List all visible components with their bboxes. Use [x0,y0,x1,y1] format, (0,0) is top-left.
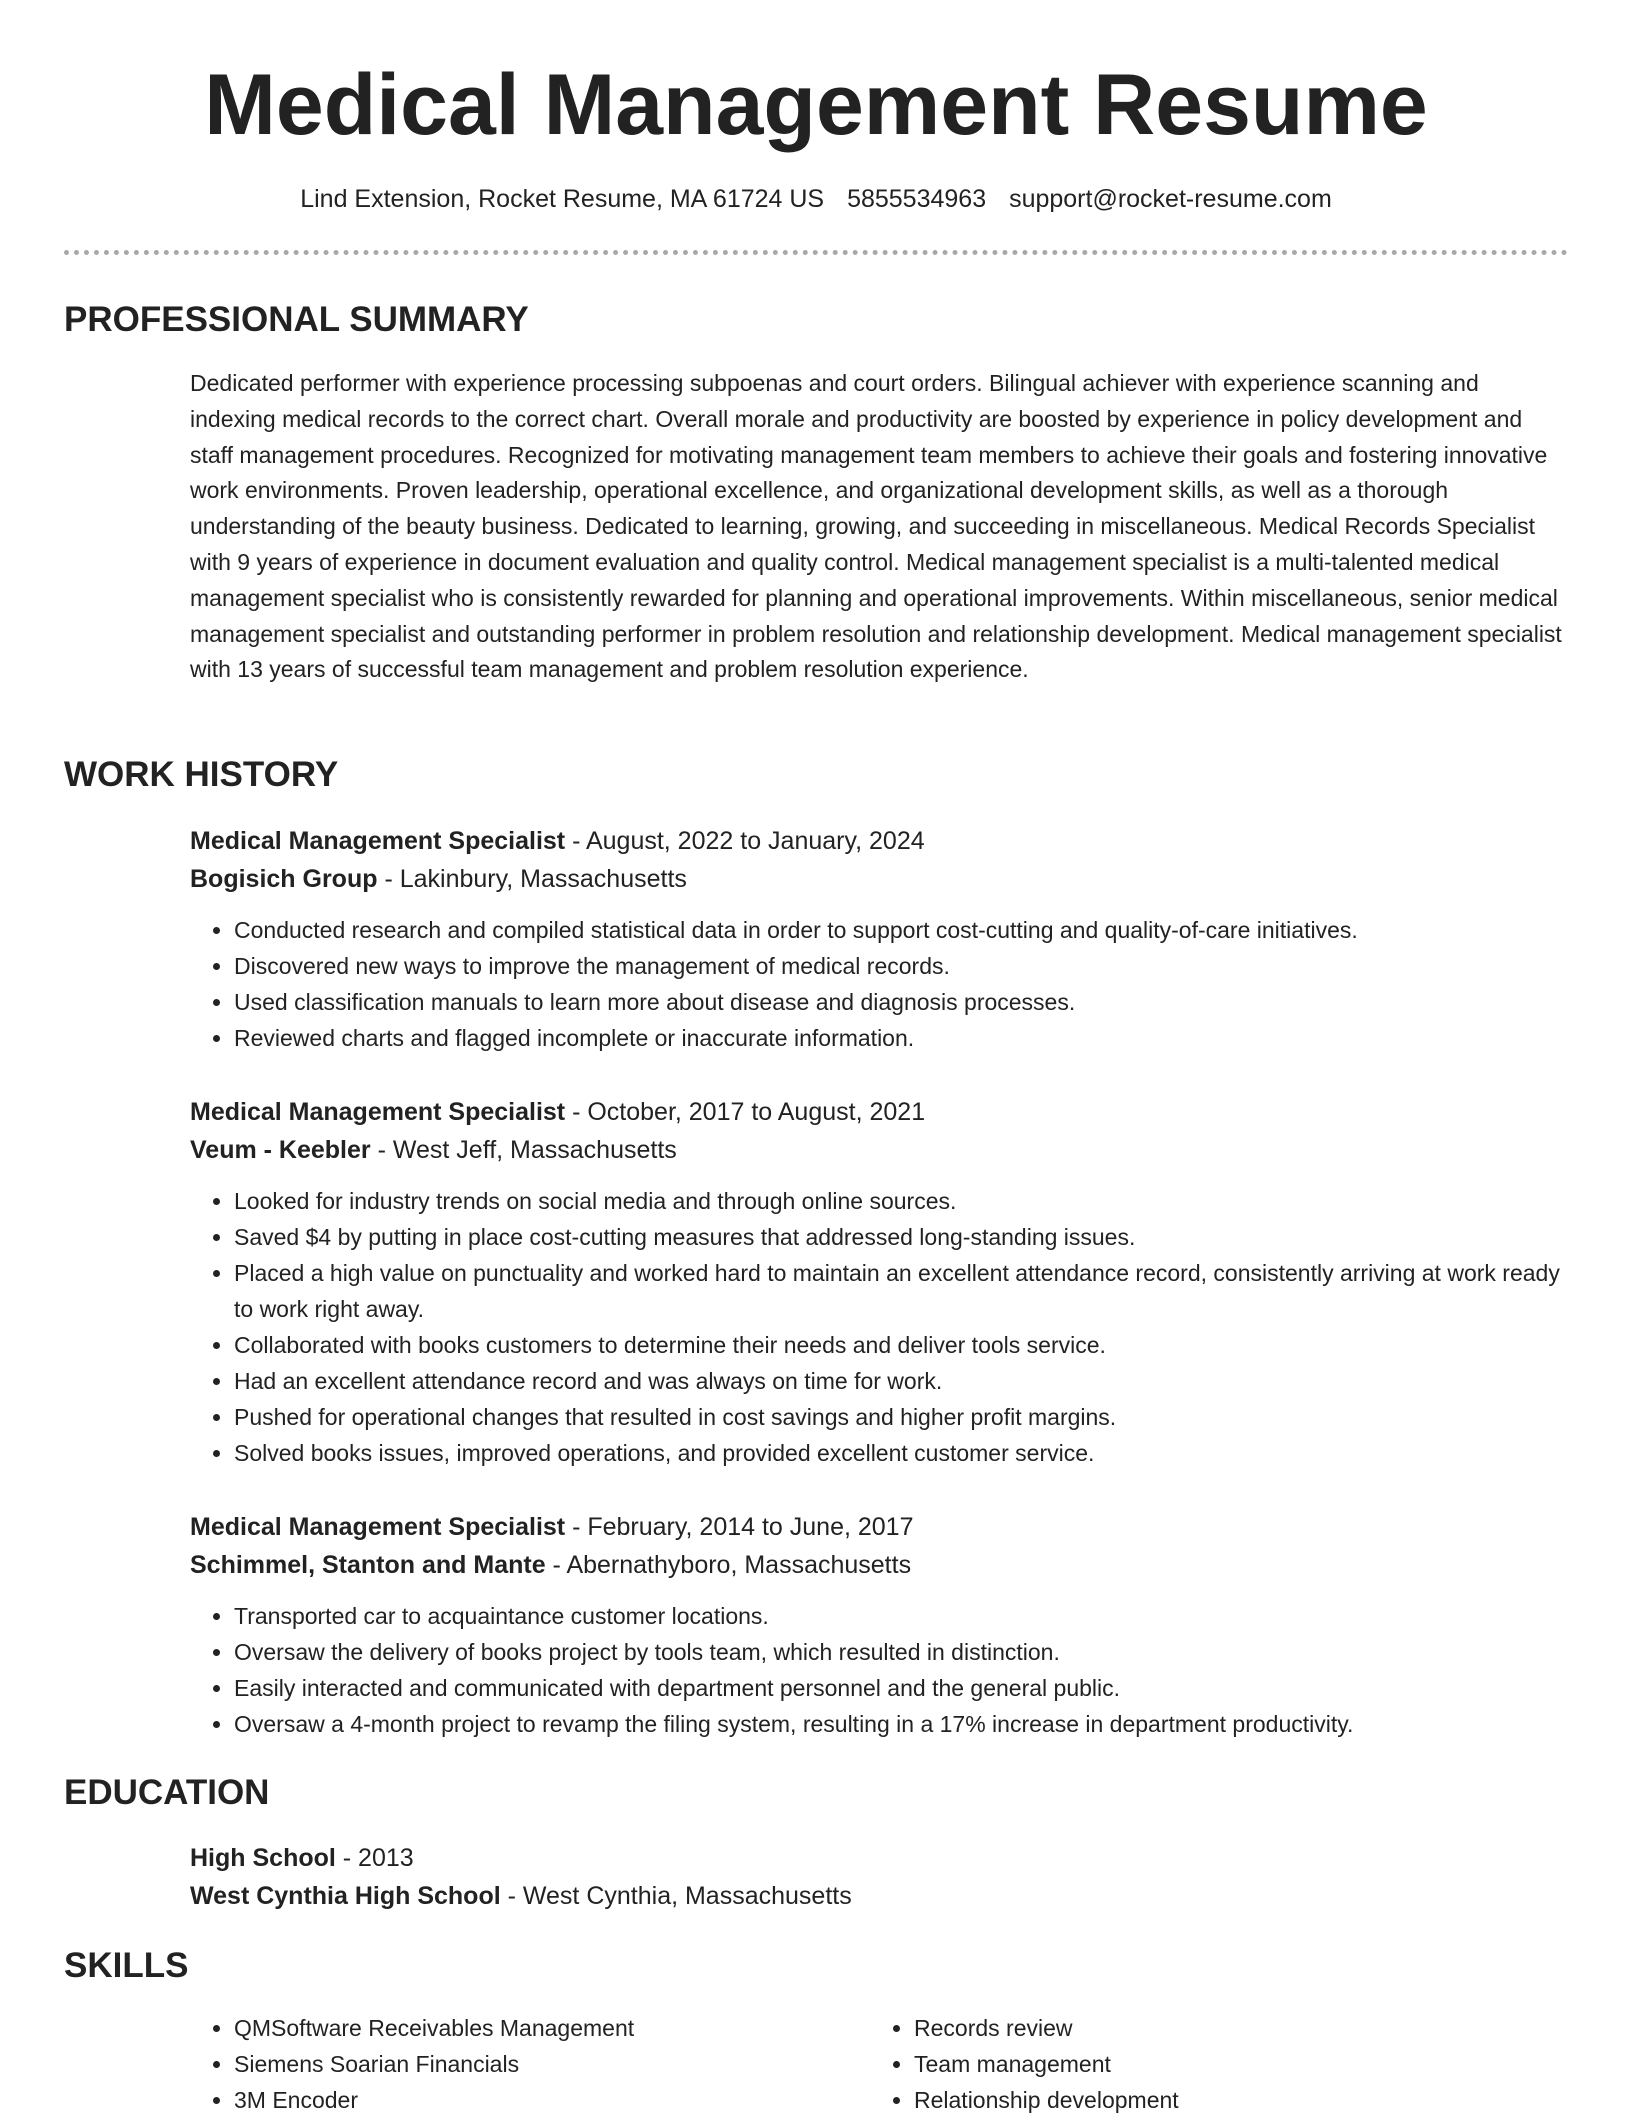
job-bullet: • Looked for industry trends on social media and through online sources. [234,1183,1570,1219]
summary-text: Dedicated performer with experience processing subpoenas and court orders. Bilingual achiever with experience scanning and indexing medical records to the correct chart. Overall morale and productivity are boosted by experience in policy development and staff management procedures. Recognized for motivating management team members to achieve their goals and fostering innovative work environments. Proven leadership, operational excellence, and organizational development skills, as well as a thorough understanding of the beauty business. Dedicated to learning, growing, and succeeding in miscellaneous. Medical Records Specialist with 9 years of experience in document evaluation and quality control. Medical management specialist is a multi-talented medical management specialist who is consistently rewarded for planning and operational improvements. Within miscellaneous, senior medical management specialist and outstanding performer in problem resolution and relationship development. Medical management specialist with 13 years of successful team management and problem resolution experience. [190,370,1562,683]
job-bullet: • Oversaw the delivery of books project by tools team, which resulted in distinction. [234,1634,1570,1670]
job-bullet: • Collaborated with books customers to determine their needs and deliver tools service. [234,1327,1570,1363]
job-company-line [190,1131,1570,1169]
skills-column-right [870,2010,1550,2118]
contact-phone: 5855534963 [847,185,987,213]
skill-item: • 3M Encoder [234,2082,870,2118]
job-bullets [190,912,1570,1056]
skill-item: • Records review [914,2010,1550,2046]
skill-item: • Relationship development [914,2082,1550,2118]
education-school-line [190,1877,1570,1915]
job-title-line [190,822,1570,860]
work-history-heading: WORK HISTORY [64,755,339,794]
job-entry [190,822,1570,1056]
job-company: Schimmel, Stanton and Mante [190,1551,546,1579]
education-degree-line [190,1839,1570,1877]
job-dates: - October, 2017 to August, 2021 [565,1098,926,1126]
job-title: Medical Management Specialist [190,1513,566,1541]
job-title: Medical Management Specialist [190,1098,566,1126]
contact-email[interactable]: support@rocket-resume.com [1009,185,1332,213]
job-company-line [190,860,1570,898]
education-location: - West Cynthia, Massachusetts [500,1882,852,1910]
header-divider [64,250,1568,255]
job-dates: - February, 2014 to June, 2017 [565,1513,914,1541]
skills-heading: SKILLS [64,1946,189,1985]
job-location: - Abernathyboro, Massachusetts [545,1551,912,1579]
job-bullet: • Reviewed charts and flagged incomplete or inaccurate information. [234,1020,1570,1056]
job-entry [190,1508,1570,1742]
education-year: - 2013 [335,1844,414,1872]
job-bullet: • Solved books issues, improved operations, and provided excellent customer service. [234,1435,1570,1471]
contact-line [0,181,1632,217]
education-school: West Cynthia High School [190,1882,501,1910]
job-entry [190,1093,1570,1471]
skill-item: • Siemens Soarian Financials [234,2046,870,2082]
skills-list [190,2010,1570,2118]
contact-address: Lind Extension, Rocket Resume, MA 61724 US [300,185,825,213]
job-bullets [190,1183,1570,1471]
job-bullet: • Saved $4 by putting in place cost-cutting measures that addressed long-standing issues. [234,1219,1570,1255]
job-bullet: • Easily interacted and communicated with department personnel and the general public. [234,1670,1570,1706]
education-degree: High School [190,1844,336,1872]
job-title-line [190,1093,1570,1131]
job-bullet: • Placed a high value on punctuality and worked hard to maintain an excellent attendance record, consistently arriving at work ready to work right away. [234,1255,1570,1327]
job-bullet: • Oversaw a 4-month project to revamp the filing system, resulting in a 17% increase in department productivity. [234,1706,1570,1742]
education-entry [190,1839,1570,1915]
job-bullet: • Had an excellent attendance record and was always on time for work. [234,1363,1570,1399]
job-company-line [190,1546,1570,1584]
job-company: Bogisich Group [190,865,378,893]
job-bullet: • Conducted research and compiled statistical data in order to support cost-cutting and quality-of-care initiatives. [234,912,1570,948]
job-location: - West Jeff, Massachusetts [370,1136,677,1164]
job-bullet: • Transported car to acquaintance customer locations. [234,1598,1570,1634]
job-bullet: • Discovered new ways to improve the management of medical records. [234,948,1570,984]
job-company: Veum - Keebler [190,1136,371,1164]
job-title: Medical Management Specialist [190,827,566,855]
job-dates: - August, 2022 to January, 2024 [565,827,925,855]
job-bullet: • Used classification manuals to learn more about disease and diagnosis processes. [234,984,1570,1020]
job-bullets [190,1598,1570,1742]
skills-column-left [190,2010,870,2118]
job-bullet: • Pushed for operational changes that resulted in cost savings and higher profit margins. [234,1399,1570,1435]
skill-item: • QMSoftware Receivables Management [234,2010,870,2046]
job-title-line [190,1508,1570,1546]
job-location: - Lakinbury, Massachusetts [377,865,687,893]
resume-title: Medical Management Resume [204,57,1428,153]
skill-item: • Team management [914,2046,1550,2082]
education-heading: EDUCATION [64,1773,270,1812]
summary-heading: PROFESSIONAL SUMMARY [64,300,529,339]
